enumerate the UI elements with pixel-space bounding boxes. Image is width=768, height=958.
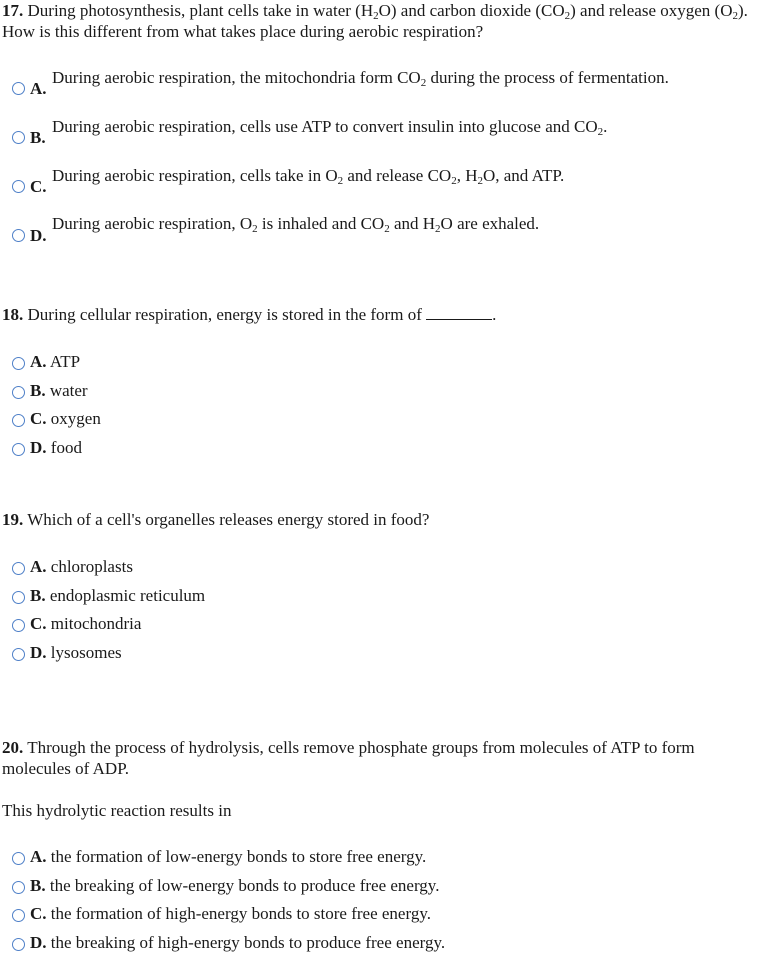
option-17d-text: During aerobic respiration, $O_2$ is inhaled and $CO_2$ and $H_2O$ are exhaled. bbox=[52, 214, 540, 235]
option-19a-text: A. chloroplasts bbox=[30, 557, 133, 576]
question-number: 18. bbox=[2, 305, 24, 324]
radio-20b[interactable] bbox=[12, 881, 25, 894]
option-18a-text: A. ATP bbox=[30, 352, 81, 371]
radio-17c[interactable] bbox=[12, 180, 25, 193]
option-letter: C. bbox=[30, 177, 47, 196]
option-19c-text: C. mitochondria bbox=[30, 614, 142, 633]
question-17-stem: 17. During photosynthesis, plant cells take in water $(H_2O)$ and carbon dioxide $(CO_2)$ and release oxygen $(O_2)$. How is this different from what takes place during aerobic respiration? bbox=[2, 1, 748, 41]
option-letter: D. bbox=[30, 226, 47, 245]
option-20d-text: D. the breaking of high-energy bonds to produce free energy. bbox=[30, 933, 446, 952]
radio-20d[interactable] bbox=[12, 938, 25, 951]
radio-20c[interactable] bbox=[12, 909, 25, 922]
option-17b-text: During aerobic respiration, cells use ATP to convert insulin into glucose and $CO_2$. bbox=[52, 117, 608, 138]
option-18d-text: D. food bbox=[30, 438, 82, 457]
radio-19b[interactable] bbox=[12, 591, 25, 604]
question-20-stem: 20. Through the process of hydrolysis, cells remove phosphate groups from molecules of ATP to form molecules of ADP. bbox=[2, 738, 695, 778]
radio-19c[interactable] bbox=[12, 619, 25, 632]
radio-18b[interactable] bbox=[12, 386, 25, 399]
option-letter: A. bbox=[30, 79, 47, 98]
option-17a-text: During aerobic respiration, the mitochondria form $CO_2$ during the process of fermentation. bbox=[52, 68, 669, 89]
option-19b-text: B. endoplasmic reticulum bbox=[30, 586, 206, 605]
option-18c-text: C. oxygen bbox=[30, 409, 101, 428]
radio-17b[interactable] bbox=[12, 131, 25, 144]
option-17c-text: During aerobic respiration, cells take in $O_2$ and release $CO_2$, $H_2O$, and ATP. bbox=[52, 166, 565, 187]
question-number: 20. bbox=[2, 738, 24, 757]
option-letter: B. bbox=[30, 128, 46, 147]
radio-18a[interactable] bbox=[12, 357, 25, 370]
radio-19d[interactable] bbox=[12, 648, 25, 661]
radio-17a[interactable] bbox=[12, 82, 25, 95]
radio-19a[interactable] bbox=[12, 562, 25, 575]
option-19d-text: D. lysosomes bbox=[30, 643, 122, 662]
answer-blank bbox=[426, 305, 492, 320]
radio-18c[interactable] bbox=[12, 414, 25, 427]
radio-20a[interactable] bbox=[12, 852, 25, 865]
option-18b-text: B. water bbox=[30, 381, 88, 400]
question-number: 19. bbox=[2, 510, 24, 529]
option-20a-text: A. the formation of low-energy bonds to store free energy. bbox=[30, 847, 427, 866]
question-18-stem: 18. During cellular respiration, energy is stored in the form of . bbox=[2, 305, 497, 324]
question-number: 17. bbox=[2, 1, 24, 20]
question-19-stem: 19. Which of a cell's organelles releases energy stored in food? bbox=[2, 510, 430, 529]
radio-18d[interactable] bbox=[12, 443, 25, 456]
radio-17d[interactable] bbox=[12, 229, 25, 242]
option-20c-text: C. the formation of high-energy bonds to store free energy. bbox=[30, 904, 431, 923]
option-20b-text: B. the breaking of low-energy bonds to produce free energy. bbox=[30, 876, 440, 895]
question-20-prompt: This hydrolytic reaction results in bbox=[2, 801, 232, 820]
